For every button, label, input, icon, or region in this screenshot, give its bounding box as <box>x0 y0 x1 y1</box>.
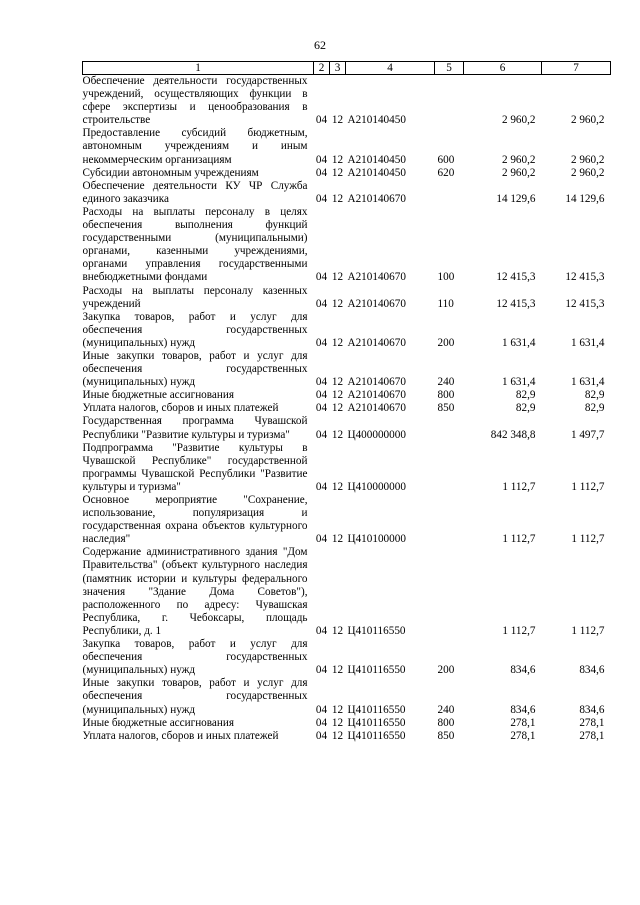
row-amount-1-cell: 2 960,2 <box>501 166 536 179</box>
row-section-cell: 04 <box>315 114 328 127</box>
table-row <box>83 442 611 494</box>
row-subsection-cell: 12 <box>331 389 344 402</box>
table-row <box>83 402 611 415</box>
row-expense-type-cell: 800 <box>437 389 455 402</box>
row-amount-2-cell: 82,9 <box>584 389 605 402</box>
row-amount-1-cell: 2 960,2 <box>501 153 536 166</box>
row-name-cell: Обеспечение деятельности государственных учреждений, осуществляющих функции в сфере экспертизы и ценообразования в строительстве <box>82 75 308 127</box>
row-name-cell: Иные закупки товаров, работ и услуг для обеспечения государственных (муниципальных) нужд <box>82 349 308 389</box>
row-section-cell: 04 <box>315 376 328 389</box>
row-name-cell: Обеспечение деятельности КУ ЧР Служба единого заказчика <box>82 179 308 205</box>
row-expense-type-cell <box>435 75 464 128</box>
row-amount-2-cell: 2 960,2 <box>570 114 605 127</box>
row-expense-type-cell <box>435 180 464 206</box>
table-row <box>83 546 611 638</box>
row-expense-type-cell: 200 <box>437 336 455 349</box>
row-name-cell: Закупка товаров, работ и услуг для обеспечения государственных (муниципальных) нужд <box>82 638 308 677</box>
row-subsection-cell: 12 <box>331 533 344 546</box>
row-amount-2-cell: 2 960,2 <box>570 166 605 179</box>
row-amount-2-cell: 834,6 <box>579 703 605 716</box>
row-target-article-cell: Ц410116550 <box>347 729 406 742</box>
row-section-cell: 04 <box>315 153 328 166</box>
row-subsection-cell: 12 <box>331 114 344 127</box>
row-amount-1-cell: 1 112,7 <box>502 533 536 546</box>
row-name-cell: Подпрограмма "Развитие культуры в Чувашской Республике" государственной программы Чувашской Республики "Развитие культуры и туризма" <box>82 441 308 493</box>
header-col-2: 2 <box>314 62 330 75</box>
row-name-cell: Основное мероприятие "Сохранение, использование, популяризация и государственная охрана объектов культурного наследия" <box>82 494 308 546</box>
row-name-cell: Содержание административного здания "Дом Правительства" (объект культурного наследия (памятник истории и культуры федерального значения "Здание Дома Советов"), расположенного по адресу: Чувашская Республика, г. Чебоксары, площадь Республики, д. 1 <box>82 546 308 637</box>
row-target-article-cell: А210140670 <box>347 402 406 415</box>
row-target-article-cell: А210140450 <box>347 166 406 179</box>
table-body <box>83 75 611 743</box>
row-target-article-cell: А210140670 <box>347 271 406 284</box>
row-amount-1-cell: 278,1 <box>510 729 536 742</box>
table-row <box>83 311 611 350</box>
header-col-6: 6 <box>464 62 542 75</box>
table-row <box>83 677 611 716</box>
table-row <box>83 638 611 677</box>
row-name-cell: Расходы на выплаты персоналу казенных учреждений <box>82 284 308 310</box>
header-col-5: 5 <box>435 62 464 75</box>
row-subsection-cell: 12 <box>331 376 344 389</box>
row-expense-type-cell: 100 <box>437 271 455 284</box>
row-target-article-cell: А210140670 <box>347 336 406 349</box>
row-target-article-cell: А210140670 <box>347 192 406 205</box>
row-amount-1-cell: 2 960,2 <box>501 114 536 127</box>
header-col-1: 1 <box>83 62 314 75</box>
row-amount-1-cell: 12 415,3 <box>496 297 536 310</box>
row-amount-2-cell: 12 415,3 <box>565 297 605 310</box>
row-name-cell: Расходы на выплаты персоналу в целях обеспечения выполнения функций государственными (муниципальными) органами, казенными учреждениями, органами управления государственными внебюджетными фондами <box>82 205 308 284</box>
row-amount-2-cell: 2 960,2 <box>570 153 605 166</box>
table-row <box>83 415 611 441</box>
table-row <box>83 350 611 389</box>
row-target-article-cell: А210140450 <box>347 153 406 166</box>
table-row <box>83 180 611 206</box>
row-expense-type-cell <box>435 442 464 494</box>
row-name-cell: Государственная программа Чувашской Республики "Развитие культуры и туризма" <box>82 415 308 441</box>
row-target-article-cell: Ц410116550 <box>347 716 406 729</box>
row-amount-2-cell: 834,6 <box>579 664 605 677</box>
row-amount-2-cell: 14 129,6 <box>565 192 605 205</box>
row-name-cell: Иные бюджетные ассигнования <box>82 389 234 402</box>
row-amount-1-cell: 1 112,7 <box>502 624 536 637</box>
row-name-cell: Уплата налогов, сборов и иных платежей <box>82 402 279 415</box>
row-subsection-cell: 12 <box>331 192 344 205</box>
row-target-article-cell: Ц410000000 <box>347 480 406 493</box>
row-expense-type-cell: 200 <box>437 664 455 677</box>
row-section-cell: 04 <box>315 192 328 205</box>
row-expense-type-cell: 110 <box>437 297 454 310</box>
row-target-article-cell: Ц410116550 <box>347 624 406 637</box>
row-section-cell: 04 <box>315 428 328 441</box>
row-amount-1-cell: 834,6 <box>510 664 536 677</box>
header-row <box>83 62 611 75</box>
table-row <box>83 717 611 730</box>
row-expense-type-cell: 620 <box>437 166 455 179</box>
row-target-article-cell: А210140450 <box>347 114 406 127</box>
row-name-cell: Закупка товаров, работ и услуг для обеспечения государственных (муниципальных) нужд <box>82 310 308 349</box>
table-header <box>83 62 611 75</box>
row-subsection-cell: 12 <box>331 153 344 166</box>
row-amount-1-cell: 842 348,8 <box>490 428 536 441</box>
row-amount-2-cell: 82,9 <box>584 402 605 415</box>
table-row <box>83 730 611 743</box>
row-subsection-cell: 12 <box>331 336 344 349</box>
row-amount-1-cell: 12 415,3 <box>496 271 536 284</box>
row-section-cell: 04 <box>315 533 328 546</box>
row-expense-type-cell <box>435 494 464 546</box>
row-target-article-cell: А210140670 <box>347 297 406 310</box>
row-amount-1-cell: 14 129,6 <box>496 192 536 205</box>
row-subsection-cell: 12 <box>331 428 344 441</box>
row-section-cell: 04 <box>315 480 328 493</box>
row-subsection-cell: 12 <box>331 716 344 729</box>
row-amount-1-cell: 82,9 <box>515 402 536 415</box>
row-name-cell: Субсидии автономным учреждениям <box>82 166 259 179</box>
row-subsection-cell: 12 <box>331 271 344 284</box>
row-amount-2-cell: 1 631,4 <box>570 376 605 389</box>
row-amount-1-cell: 1 112,7 <box>502 480 536 493</box>
row-expense-type-cell <box>435 415 464 441</box>
row-expense-type-cell: 240 <box>437 376 455 389</box>
table-row <box>83 389 611 402</box>
row-expense-type-cell: 600 <box>437 153 455 166</box>
row-section-cell: 04 <box>315 297 328 310</box>
row-section-cell: 04 <box>315 716 328 729</box>
table-row <box>83 167 611 180</box>
row-target-article-cell: Ц400000000 <box>347 428 406 441</box>
row-expense-type-cell: 800 <box>437 716 455 729</box>
row-target-article-cell: Ц410100000 <box>347 533 406 546</box>
row-target-article-cell: Ц410116550 <box>347 703 406 716</box>
row-amount-2-cell: 1 112,7 <box>571 624 605 637</box>
row-amount-2-cell: 1 112,7 <box>571 533 605 546</box>
budget-table <box>82 61 611 743</box>
row-target-article-cell: А210140670 <box>347 376 406 389</box>
row-subsection-cell: 12 <box>331 664 344 677</box>
row-name-cell: Иные бюджетные ассигнования <box>82 716 234 729</box>
row-target-article-cell: А210140670 <box>347 389 406 402</box>
row-expense-type-cell: 850 <box>437 729 455 742</box>
row-name-cell: Иные закупки товаров, работ и услуг для обеспечения государственных (муниципальных) нужд <box>82 677 308 716</box>
row-amount-1-cell: 834,6 <box>510 703 536 716</box>
row-amount-1-cell: 82,9 <box>515 389 536 402</box>
row-name-cell: Предоставление субсидий бюджетным, автономным учреждениям и иным некоммерческим организациям <box>82 127 308 166</box>
row-section-cell: 04 <box>315 402 328 415</box>
row-subsection-cell: 12 <box>331 480 344 493</box>
row-section-cell: 04 <box>315 703 328 716</box>
table-row <box>83 285 611 311</box>
row-name-cell: Уплата налогов, сборов и иных платежей <box>82 729 279 742</box>
row-expense-type-cell: 240 <box>437 703 455 716</box>
row-subsection-cell: 12 <box>331 297 344 310</box>
row-amount-2-cell: 278,1 <box>579 716 605 729</box>
row-section-cell: 04 <box>315 271 328 284</box>
row-amount-2-cell: 1 497,7 <box>570 428 605 441</box>
row-amount-2-cell: 1 631,4 <box>570 336 605 349</box>
table-row <box>83 206 611 285</box>
row-expense-type-cell <box>435 546 464 638</box>
row-section-cell: 04 <box>315 389 328 402</box>
row-section-cell: 04 <box>315 729 328 742</box>
row-amount-1-cell: 278,1 <box>510 716 536 729</box>
row-amount-2-cell: 12 415,3 <box>565 271 605 284</box>
row-subsection-cell: 12 <box>331 703 344 716</box>
row-subsection-cell: 12 <box>331 166 344 179</box>
row-target-article-cell: Ц410116550 <box>347 664 406 677</box>
page-number: 62 <box>314 38 326 52</box>
row-subsection-cell: 12 <box>331 624 344 637</box>
row-section-cell: 04 <box>315 624 328 637</box>
table-row <box>83 127 611 166</box>
row-amount-2-cell: 278,1 <box>579 729 605 742</box>
row-section-cell: 04 <box>315 166 328 179</box>
row-amount-2-cell: 1 112,7 <box>571 480 605 493</box>
row-amount-1-cell: 1 631,4 <box>501 336 536 349</box>
row-subsection-cell: 12 <box>331 402 344 415</box>
row-subsection-cell: 12 <box>331 729 344 742</box>
header-col-3: 3 <box>330 62 346 75</box>
header-col-7: 7 <box>542 62 611 75</box>
table-row <box>83 75 611 128</box>
table-row <box>83 494 611 546</box>
row-section-cell: 04 <box>315 664 328 677</box>
header-col-4: 4 <box>346 62 435 75</box>
row-amount-1-cell: 1 631,4 <box>501 376 536 389</box>
row-section-cell: 04 <box>315 336 328 349</box>
row-expense-type-cell: 850 <box>437 402 455 415</box>
